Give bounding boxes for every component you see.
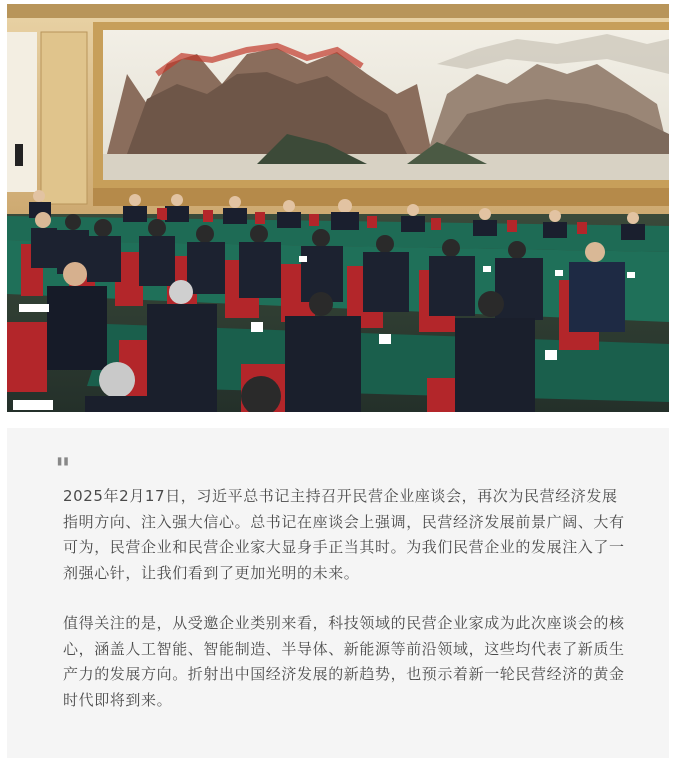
meeting-illustration: [7, 4, 669, 412]
quote-paragraph-1: 2025年2月17日，习近平总书记主持召开民营企业座谈会，再次为民营经济发展指明方向、注入强大信心。总书记在座谈会上强调，民营经济发展前景广阔、大有可为，民营企业和民营企业家大显身手正当其时。为我们民营企业的发展注入了一剂强心针，让我们看到了更加光明的未来。: [63, 487, 625, 582]
left-door-panel: [7, 32, 37, 192]
wall-speaker: [15, 144, 23, 166]
quote-paragraph-2: 值得关注的是，从受邀企业类别来看，科技领域的民营企业家成为此次座谈会的核心，涵盖人工智能、智能制造、半导体、新能源等前沿领域，这些均代表了新质生产力的发展方向。折射出中国经济发展的新趋势，也预示着新一轮民营经济的黄金时代即将到来。: [63, 614, 625, 709]
quote-card: [7, 428, 669, 758]
meeting-photo: [7, 4, 669, 412]
ceiling-trim: [7, 4, 669, 18]
left-pillar: [41, 32, 87, 204]
quote-mark-icon: ": [55, 452, 69, 487]
